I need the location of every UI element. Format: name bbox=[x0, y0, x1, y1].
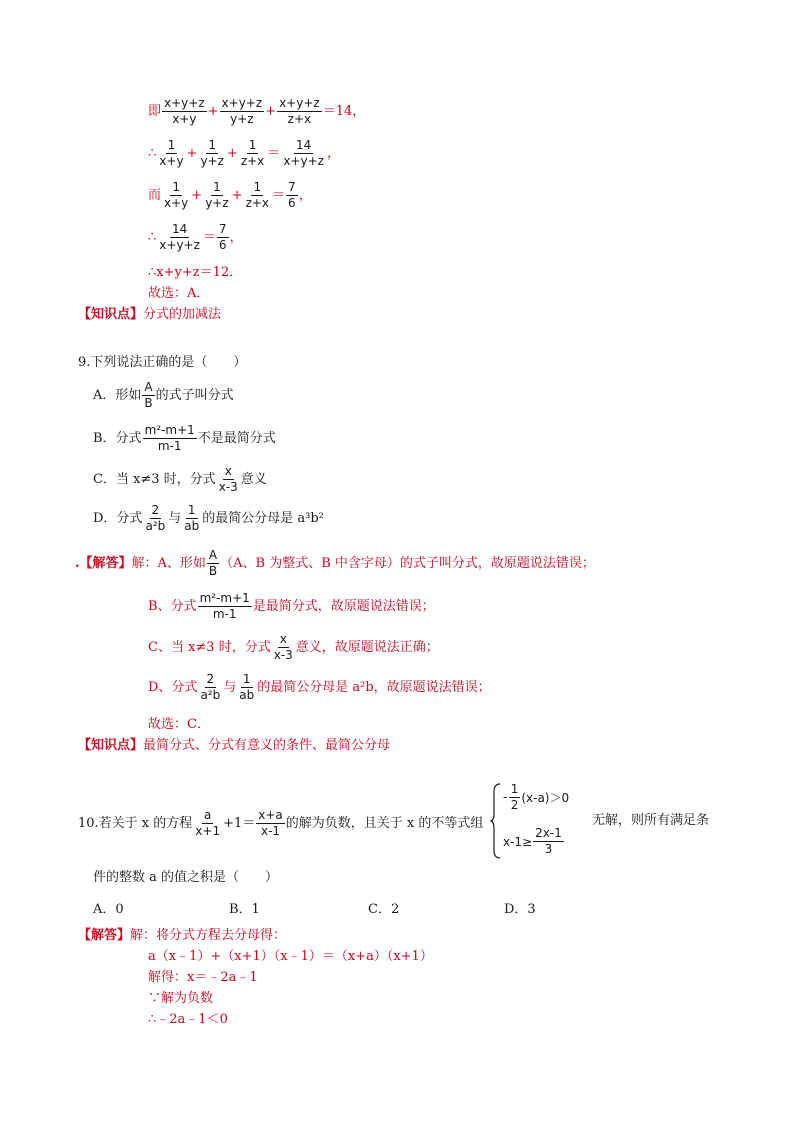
sol8-l3-tail: ， bbox=[298, 188, 312, 203]
denominator: B bbox=[208, 564, 218, 578]
numerator: A bbox=[208, 548, 218, 562]
numerator: x+y+z bbox=[279, 96, 320, 110]
answer-text: 与 bbox=[223, 680, 237, 695]
denominator: x+y+z bbox=[159, 238, 200, 252]
denominator: 6 bbox=[218, 238, 227, 252]
sol8-l1-tail: ＝14， bbox=[322, 104, 366, 119]
numerator: 1 bbox=[248, 138, 257, 152]
fraction bbox=[281, 138, 326, 169]
denominator: x+y+z bbox=[283, 154, 324, 168]
fraction bbox=[207, 548, 219, 579]
numerator: m²-m+1 bbox=[144, 423, 195, 437]
fraction bbox=[272, 632, 295, 663]
numerator: A bbox=[144, 380, 153, 394]
answer-text: 是最简分式，故原题说法错误； bbox=[252, 599, 435, 614]
q9-stem: 9.下列说法正确的是（ ） bbox=[78, 355, 247, 370]
minus-sign: - bbox=[503, 790, 508, 805]
q10-stem-tail: 无解，则所有满足条 bbox=[592, 813, 710, 828]
q10-inequality-1 bbox=[503, 782, 569, 813]
numerator: 1 bbox=[510, 782, 519, 796]
numerator: a bbox=[204, 808, 212, 822]
q10-answer-line4: ∵解为负数 bbox=[148, 991, 214, 1006]
q9-knowledge-point bbox=[78, 739, 390, 752]
fraction bbox=[143, 423, 197, 454]
fraction bbox=[244, 180, 271, 211]
fraction bbox=[239, 138, 266, 169]
sol8-line1 bbox=[148, 96, 365, 127]
therefore-symbol: ∴ bbox=[148, 146, 157, 161]
q10-answer-line3: 解得：x＝﹣2a﹣1 bbox=[148, 970, 258, 985]
denominator: 3 bbox=[544, 842, 553, 856]
fraction bbox=[203, 180, 230, 211]
q10-option-d: D．3 bbox=[504, 902, 536, 917]
q9-option-b bbox=[93, 423, 276, 454]
denominator: a²b bbox=[200, 688, 221, 702]
numerator: m²-m+1 bbox=[199, 591, 250, 605]
sol8-l4-tail: ， bbox=[229, 230, 243, 245]
denominator: 6 bbox=[288, 196, 296, 210]
option-text: A．形如 bbox=[93, 388, 142, 403]
inequality-text: x-1≥ bbox=[503, 834, 533, 849]
fraction bbox=[162, 180, 190, 211]
fraction bbox=[198, 138, 225, 169]
fraction bbox=[182, 503, 201, 534]
option-text: 的式子叫分式 bbox=[155, 388, 234, 403]
fraction bbox=[198, 591, 252, 622]
numerator: x+y+z bbox=[221, 96, 263, 110]
denominator: x-3 bbox=[218, 480, 238, 494]
denominator: y+z bbox=[200, 154, 224, 168]
numerator: x+y+z bbox=[164, 96, 205, 110]
q10-stem-line2: 件的整数 a 的值之积是（ ） bbox=[93, 870, 279, 885]
plus-sign: + bbox=[207, 104, 219, 119]
option-text: B．分式 bbox=[93, 431, 142, 446]
q10-stem-line1 bbox=[78, 808, 483, 839]
answer-text: 解：将分式方程去分母得： bbox=[130, 928, 287, 943]
q10-answer-line5: ∴﹣2a﹣1＜0 bbox=[148, 1012, 228, 1027]
left-brace-icon bbox=[490, 782, 502, 860]
stem-text: 的解为负数，且关于 x 的不等式组 bbox=[285, 816, 484, 831]
sol8-line5: ∴x+y+z＝12． bbox=[148, 265, 243, 280]
fraction bbox=[217, 222, 229, 253]
q10-option-c: C．2 bbox=[368, 902, 400, 917]
denominator: z+x bbox=[287, 112, 312, 126]
numerator: 1 bbox=[253, 180, 262, 194]
plus-sign: + bbox=[265, 104, 277, 119]
fraction bbox=[277, 96, 322, 127]
fraction bbox=[286, 180, 298, 211]
fraction bbox=[533, 826, 564, 857]
option-text: 不是最简分式 bbox=[197, 431, 276, 446]
numerator: 14 bbox=[171, 222, 188, 236]
numerator: 1 bbox=[242, 672, 251, 686]
knowledge-point-text: 最简分式、分式有意义的条件、最简公分母 bbox=[143, 738, 391, 753]
numerator: 1 bbox=[172, 180, 180, 194]
fraction bbox=[256, 808, 285, 839]
option-text: 与 bbox=[168, 511, 182, 526]
option-text: C．当 x≠3 时，分式 bbox=[93, 472, 216, 487]
q10-option-b: B．1 bbox=[229, 902, 260, 917]
inequality-text: (x-a)＞0 bbox=[521, 790, 570, 805]
numerator: 2 bbox=[206, 672, 215, 686]
denominator: 2 bbox=[510, 798, 519, 812]
option-text: D．分式 bbox=[93, 511, 143, 526]
therefore-symbol: ∴ bbox=[148, 230, 157, 245]
sol8-choice: 故选：A． bbox=[148, 286, 210, 301]
denominator: x+y bbox=[164, 196, 189, 210]
option-text: 意义 bbox=[240, 472, 267, 487]
fraction bbox=[157, 222, 202, 253]
plus-sign: + bbox=[231, 188, 243, 203]
q9-option-c bbox=[93, 464, 267, 495]
numerator: 2 bbox=[151, 503, 160, 517]
fraction bbox=[220, 96, 265, 127]
fraction bbox=[198, 672, 222, 703]
plus-sign: + bbox=[186, 146, 198, 161]
equals-sign: ＝ bbox=[267, 146, 281, 161]
q10-answer-line1 bbox=[78, 929, 286, 942]
q10-inequality-2 bbox=[503, 826, 565, 857]
sol8-l3-prefix: 而 bbox=[148, 188, 162, 203]
q10-answer-line2: a（x﹣1）+（x+1）（x﹣1）＝（x+a）（x+1） bbox=[148, 949, 433, 964]
sol8-l1-prefix: 即 bbox=[148, 104, 162, 119]
answer-text: （A、B 为整式、B 中含字母）的式子叫分式，故原题说法错误； bbox=[220, 556, 595, 571]
denominator: B bbox=[144, 396, 153, 410]
sol8-line2 bbox=[148, 138, 340, 169]
q9-answer-line-b bbox=[148, 591, 435, 622]
q9-answer-line-a bbox=[75, 548, 595, 579]
answer-text: 的最简公分母是 a²b，故原题说法错误； bbox=[257, 680, 491, 695]
knowledge-point-tag: 【知识点】 bbox=[78, 738, 144, 753]
q9-answer-choice: 故选：C． bbox=[148, 717, 210, 732]
option-text: 的最简公分母是 a³b² bbox=[202, 511, 324, 526]
numerator: 14 bbox=[295, 138, 312, 152]
denominator: a²b bbox=[145, 519, 166, 533]
sol8-line4 bbox=[148, 222, 243, 253]
fraction bbox=[509, 782, 521, 813]
denominator: y+z bbox=[230, 112, 254, 126]
numerator: 7 bbox=[288, 180, 296, 194]
numerator: 1 bbox=[213, 180, 221, 194]
equals-sign: ＝ bbox=[272, 188, 286, 203]
equals-sign: ＝ bbox=[202, 230, 216, 245]
denominator: ab bbox=[239, 688, 255, 702]
answer-tag: .【解答】 bbox=[75, 556, 132, 571]
numerator: 7 bbox=[218, 222, 227, 236]
numerator: x bbox=[224, 464, 232, 478]
q10-option-a: A．0 bbox=[93, 902, 124, 917]
knowledge-point-tag: 【知识点】 bbox=[78, 307, 144, 322]
answer-tag: 【解答】 bbox=[78, 928, 131, 943]
denominator: x-1 bbox=[260, 824, 281, 838]
numerator: x+a bbox=[258, 808, 283, 822]
fraction bbox=[237, 672, 256, 703]
denominator: z+x bbox=[240, 154, 265, 168]
q9-answer-line-d bbox=[148, 672, 491, 703]
q9-option-a bbox=[93, 380, 234, 411]
numerator: 1 bbox=[167, 138, 176, 152]
answer-text: C、当 x≠3 时，分式 bbox=[148, 640, 271, 655]
denominator: x+1 bbox=[195, 824, 221, 838]
numerator: 1 bbox=[187, 503, 196, 517]
q9-option-d bbox=[93, 503, 324, 534]
fraction bbox=[143, 503, 167, 534]
fraction bbox=[142, 380, 154, 411]
answer-text: 解：A、形如 bbox=[131, 556, 206, 571]
numerator: 2x-1 bbox=[535, 826, 562, 840]
q9-answer-line-c bbox=[148, 632, 439, 663]
stem-text: 10.若关于 x 的方程 bbox=[78, 816, 193, 831]
answer-text: D、分式 bbox=[148, 680, 198, 695]
numerator: 1 bbox=[208, 138, 216, 152]
answer-text: B、分式 bbox=[148, 599, 197, 614]
denominator: x+y bbox=[159, 154, 184, 168]
answer-text: 意义，故原题说法正确； bbox=[295, 640, 439, 655]
denominator: x-3 bbox=[273, 648, 293, 662]
knowledge-point-text: 分式的加减法 bbox=[143, 307, 222, 322]
fraction bbox=[193, 808, 222, 839]
fraction bbox=[157, 138, 185, 169]
fraction bbox=[217, 464, 240, 495]
sol8-l2-tail: ， bbox=[326, 146, 340, 161]
denominator: ab bbox=[184, 519, 200, 533]
fraction bbox=[162, 96, 207, 127]
denominator: x+y bbox=[172, 112, 197, 126]
plus-sign: + bbox=[226, 146, 238, 161]
numerator: x bbox=[279, 632, 287, 646]
denominator: y+z bbox=[205, 196, 229, 210]
sol8-line3 bbox=[148, 180, 312, 211]
plus-sign: + bbox=[191, 188, 203, 203]
stem-text: +1＝ bbox=[223, 816, 256, 831]
denominator: z+x bbox=[245, 196, 270, 210]
sol8-knowledge-point bbox=[78, 308, 221, 321]
denominator: m-1 bbox=[157, 439, 182, 453]
denominator: m-1 bbox=[212, 607, 237, 621]
